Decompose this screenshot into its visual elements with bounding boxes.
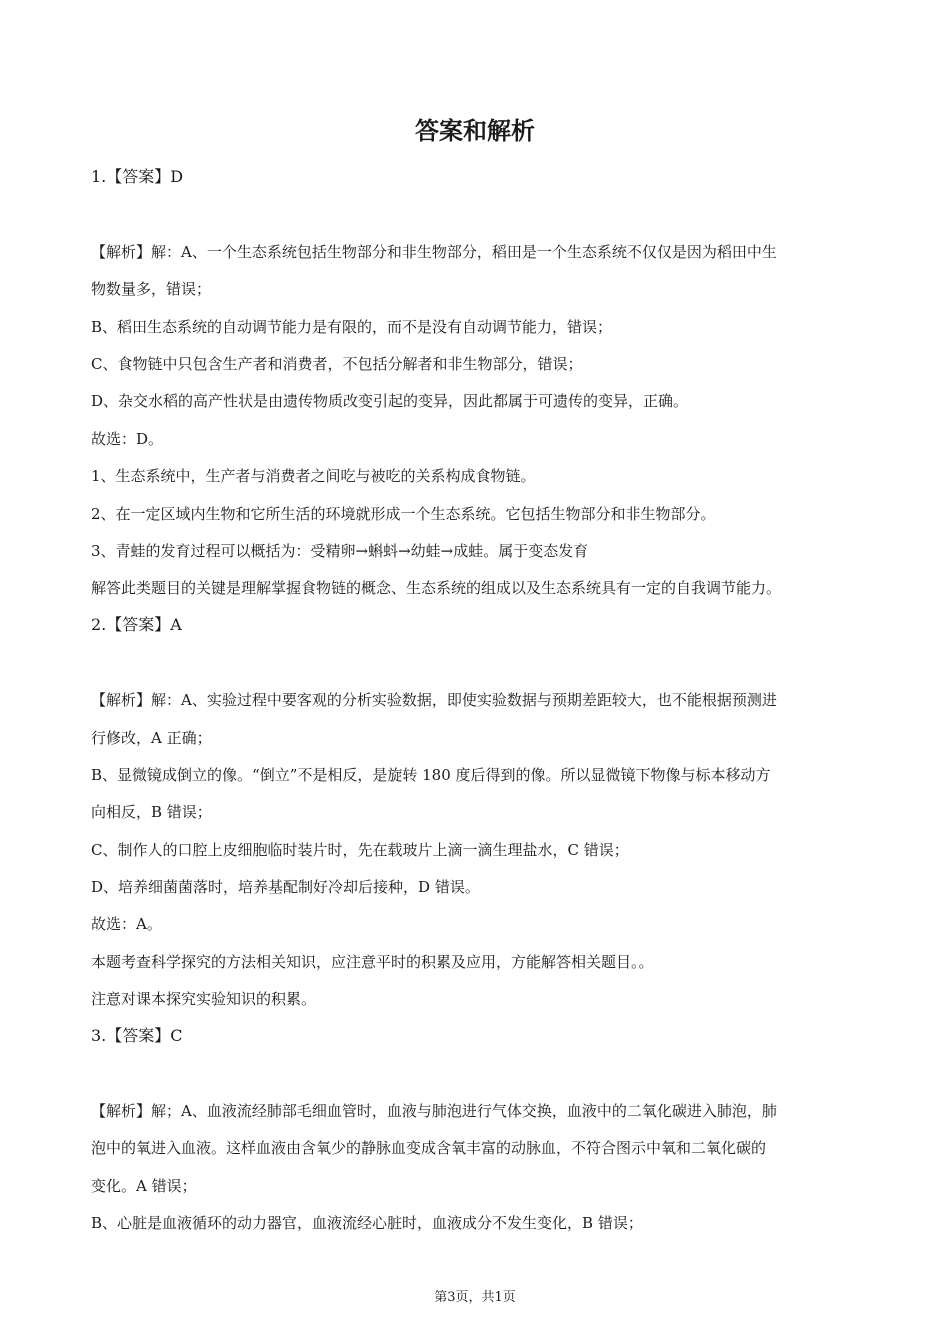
q2-analysis-line: D、培养细菌菌落时，培养基配制好冷却后接种，D 错误。 (91, 878, 480, 896)
q1-analysis-line: C、食物链中只包含生产者和消费者，不包括分解者和非生物部分，错误； (91, 355, 583, 373)
q2-analysis-line: 【解析】解：A、实验过程中要客观的分析实验数据，即使实验数据与预期差距较大，也不能根据预测进 (91, 691, 777, 709)
q1-analysis-line: 解答此类题目的关键是理解掌握食物链的概念、生态系统的组成以及生态系统具有一定的自我调节能力。 (91, 579, 782, 597)
q2-answer: 2.【答案】A (91, 615, 182, 634)
q1-analysis-line: 故选：D。 (91, 430, 164, 448)
q1-analysis-line: 1、生态系统中，生产者与消费者之间吃与被吃的关系构成食物链。 (91, 467, 536, 485)
q2-analysis-line: B、显微镜成倒立的像。“倒立”不是相反，是旋转 180 度后得到的像。所以显微镜下物像与标本移动方 (91, 766, 771, 784)
q1-analysis-line: 物数量多，错误； (91, 280, 212, 298)
page-footer: 第3页，共1页 (434, 1290, 516, 1305)
q1-analysis-line: D、杂交水稻的高产性状是由遗传物质改变引起的变异，因此都属于可遗传的变异，正确。 (91, 392, 689, 410)
q3-analysis-line: 泡中的氧进入血液。这样血液由含氧少的静脉血变成含氧丰富的动脉血，不符合图示中氧和二氧化碳的 (91, 1139, 767, 1157)
q2-analysis-line: C、制作人的口腔上皮细胞临时装片时，先在载玻片上滴一滴生理盐水，C 错误； (91, 841, 629, 859)
q2-analysis-line: 本题考查科学探究的方法相关知识，应注意平时的积累及应用，方能解答相关题目。。 (91, 953, 654, 971)
q1-analysis-line: 2、在一定区域内生物和它所生活的环境就形成一个生态系统。它包括生物部分和非生物部分。 (91, 505, 716, 523)
q2-analysis-line: 故选：A。 (91, 915, 162, 933)
page-title: 答案和解析 (415, 117, 535, 145)
q3-analysis-line: 【解析】解；A、血液流经肺部毛细血管时，血液与肺泡进行气体交换，血液中的二氧化碳进入肺泡，肺 (91, 1102, 777, 1120)
q3-answer: 3.【答案】C (91, 1026, 183, 1045)
q3-analysis-line: B、心脏是血液循环的动力器官，血液流经心脏时，血液成分不发生变化，B 错误； (91, 1214, 643, 1232)
q1-analysis-line: 3、青蛙的发育过程可以概括为：受精卵→蝌蚪→幼蛙→成蛙。属于变态发育 (91, 542, 589, 560)
q2-analysis-line: 行修改，A 正确； (91, 729, 212, 747)
q1-answer: 1.【答案】D (91, 167, 184, 186)
q1-analysis-line: B、稻田生态系统的自动调节能力是有限的，而不是没有自动调节能力，错误； (91, 318, 613, 336)
q2-analysis-line: 向相反，B 错误； (91, 803, 212, 821)
q2-analysis-line: 注意对课本探究实验知识的积累。 (91, 990, 317, 1008)
q1-analysis-line: 【解析】解：A、一个生态系统包括生物部分和非生物部分，稻田是一个生态系统不仅仅是因为稻田中生 (91, 243, 777, 261)
q3-analysis-line: 变化。A 错误； (91, 1177, 197, 1195)
